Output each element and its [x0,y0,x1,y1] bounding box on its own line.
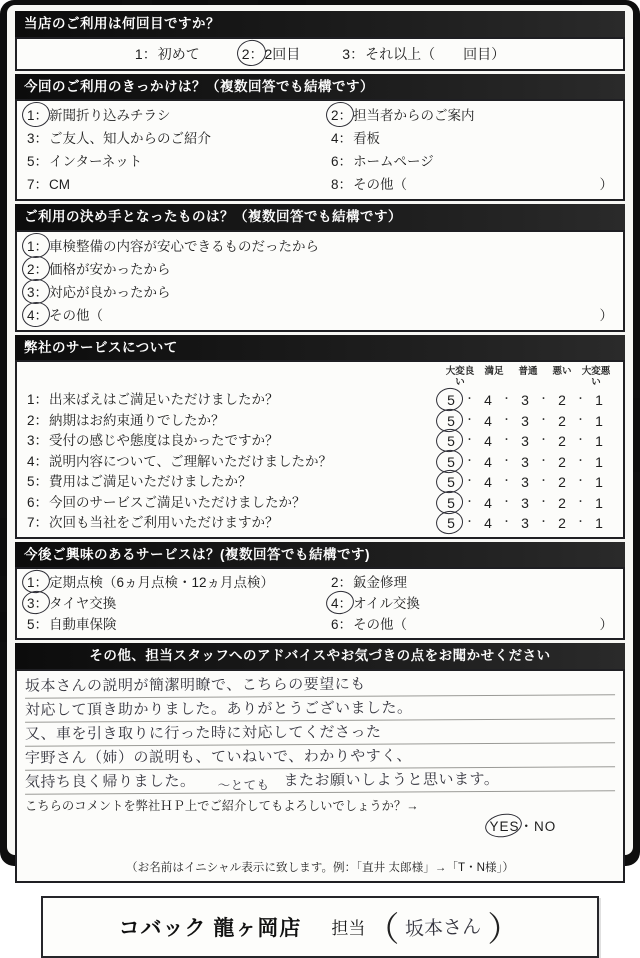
handwritten-comment-line: 宇野さん（姉）の説明も、ていねいで、わかりやすく、 [25,743,615,771]
option-label: タイヤ交換 [49,596,117,612]
option-label: 初めて [157,45,200,62]
option-number circle-mark: 4： [27,304,48,327]
dot-separator: ・ [501,435,512,447]
col-header-normal: 普通 [518,366,538,378]
service-question-row [27,411,613,432]
rating-1: 1 [595,453,603,470]
comment-text: またお願いしようと思います。 [283,769,500,789]
comments-header: その他、担当スタッフへのアドバイスやお気づきの点をお聞かせください [15,643,625,669]
option-internet [27,150,323,173]
section-service-rating [15,335,625,539]
store-name: コバック 龍ヶ岡店 [118,916,302,940]
service-rating-table [15,360,625,538]
rating-scale [441,493,613,514]
option-good-response [27,281,613,304]
initials-note: （お名前はイニシャル表示に致します。例：「直井 太郎様」→「T・N様」） [125,860,515,874]
option-label: 看板 [353,131,381,147]
option-oil-change [331,593,613,614]
dot-separator: ・ [464,517,475,529]
dot-separator: ・ [464,455,475,467]
no-choice: NO [534,818,557,834]
option-number: 1： [134,45,157,62]
handwritten-comment-line [25,767,615,795]
visit-count-header: 当店のご利用は何回目ですか？ [15,11,625,37]
rating-1: 1 [595,412,603,429]
dot-separator: ・ [501,394,512,406]
option-label: その他（ [353,617,408,633]
handwritten-comment-line: 坂本さんの説明が簡潔明瞭で、こちらの要望にも [25,671,615,699]
survey-paper [7,5,633,951]
rating-scale [441,390,613,411]
paren-close: ） [599,177,613,193]
option-label: 鈑金修理 [353,575,408,591]
option-number circle-mark: 3： [27,593,48,614]
col-header-bad: 悪い [552,366,572,378]
option-label: 対応が良かったから [49,284,171,300]
rating-2: 2 [558,433,566,450]
question-label: 受付の感じや態度は良かったですか？ [49,433,279,449]
option-label: ご友人、知人からのご紹介 [49,131,212,147]
option-number circle-mark: 4： [331,593,352,614]
option-number: 4： [331,131,353,147]
option-label: 自動車保険 [49,617,117,633]
rating-1: 1 [595,494,603,511]
option-label: 担当者からのご案内 [353,108,475,124]
dot-separator: ・ [538,394,549,406]
section-trigger [15,74,625,202]
option-other [331,614,613,635]
deciding-factor-header: ご利用の決め手となったものは？（複数回答でも結構です） [15,204,625,230]
rating-5 circle-mark: 5 [441,390,461,411]
rating-5 circle-mark: 5 [441,493,461,514]
paren-close: ） [599,307,613,323]
section-comments [15,643,625,883]
question-number: 7： [27,515,49,531]
hp-permission-line [25,795,615,858]
trigger-header: 今回のご利用のきっかけは？（複数回答でも結構です） [15,74,625,100]
option-label: その他（ [353,177,408,193]
option-more-times [342,42,505,66]
option-staff-guidance [331,104,613,127]
rating-scale [441,411,613,432]
question-number: 1： [27,392,49,408]
dot-separator: ・ [538,476,549,488]
option-number circle-mark: 2： [27,258,48,281]
dot-separator: ・ [519,818,535,834]
option-label: オイル交換 [353,596,420,612]
question-number: 4： [27,453,49,469]
rating-1: 1 [595,433,603,450]
scan-artifact [632,398,640,472]
option-number circle-mark: 2： [331,104,352,127]
section-deciding-factor [15,204,625,332]
dot-separator: ・ [538,517,549,529]
rating-2: 2 [558,392,566,409]
col-header-satisfied: 満足 [484,366,504,378]
service-question-row [27,493,613,514]
option-other [331,173,613,196]
future-services-options [15,567,625,640]
paren-open: （ [365,910,400,951]
option-signboard [331,127,613,150]
visit-count-options [15,37,625,71]
option-number circle-mark: 1： [27,104,48,127]
option-label: 車検整備の内容が安心できるものだったから [49,238,320,254]
rating-column-headers [27,367,613,389]
rating-scale [441,452,613,473]
rating-5 circle-mark: 5 [441,472,461,493]
staff-label: 担当 [331,919,366,939]
dot-separator: ・ [538,414,549,426]
rating-scale [441,513,613,534]
dot-separator: ・ [575,455,586,467]
yes-choice circle-mark: YES [490,816,520,837]
col-header-very-bad: 大変悪い [581,366,611,389]
rating-5 circle-mark: 5 [441,431,461,452]
rating-4: 4 [484,392,492,409]
rating-1: 1 [595,515,603,532]
service-question-row [27,431,613,452]
dot-separator: ・ [501,476,512,488]
option-referral [27,127,323,150]
rating-3: 3 [521,515,529,532]
option-cm [27,173,323,196]
comments-box [15,669,625,883]
dot-separator: ・ [538,496,549,508]
option-periodic-inspection [27,572,323,593]
option-second-time [242,42,301,66]
question-number: 3： [27,433,49,449]
dot-separator: ・ [575,394,586,406]
deciding-factor-options [15,230,625,332]
rating-4: 4 [484,494,492,511]
section-visit-count [15,11,625,71]
option-tire-change [27,593,323,614]
dot-separator: ・ [575,476,586,488]
option-label: 2回目 [264,45,301,62]
inserted-note: 〜とても [217,777,270,793]
rating-4: 4 [484,453,492,470]
dot-separator: ・ [501,496,512,508]
dot-separator: ・ [538,435,549,447]
dot-separator: ・ [464,394,475,406]
option-label: CM [49,177,71,193]
option-label: ホームページ [353,154,434,170]
question-label: 出来ばえはご満足いただけましたか？ [49,392,279,408]
option-sheet-metal-repair [331,572,613,593]
question-number: 2： [27,412,49,428]
future-services-header: 今後ご興味のあるサービスは？(複数回答でも結構です) [15,542,625,568]
handwritten-comment-line: 又、車を引き取りに行った時に対応してくださった [25,719,615,747]
rating-scale [441,472,613,493]
option-label: 定期点検（6ヵ月点検・12ヵ月点検） [49,575,275,591]
option-number circle-mark: 3： [27,281,48,304]
option-label: それ以上（ 回目） [365,45,506,62]
rating-5 circle-mark: 5 [441,513,461,534]
rating-1: 1 [595,392,603,409]
staff-field [331,902,521,951]
service-question-row [27,472,613,493]
dot-separator: ・ [464,435,475,447]
option-label: 価格が安かったから [49,261,171,277]
dot-separator: ・ [538,455,549,467]
dot-separator: ・ [464,476,475,488]
rating-2: 2 [558,515,566,532]
rating-2: 2 [558,494,566,511]
dot-separator: ・ [575,517,586,529]
col-header-very-good: 大変良い [445,366,475,389]
option-label: 新聞折り込みチラシ [49,108,171,124]
rating-2: 2 [558,474,566,491]
option-label: インターネット [49,154,143,170]
rating-3: 3 [521,412,529,429]
question-label: 次回も当社をご利用いただけますか？ [49,515,279,531]
rating-3: 3 [521,453,529,470]
service-rating-header: 弊社のサービスについて [15,335,625,361]
paren-close: ） [599,617,613,633]
question-number: 6： [27,494,49,510]
service-question-row [27,513,613,534]
dot-separator: ・ [575,496,586,508]
option-other [27,304,613,327]
handwritten-comment-line: 対応して頂き助かりました。ありがとうございました。 [25,695,615,723]
option-number: 6： [331,154,353,170]
option-first-time [135,42,200,66]
staff-name-handwritten: 坂本さん [405,915,482,941]
dot-separator: ・ [464,496,475,508]
option-number circle-mark: 1： [27,572,48,593]
rating-3: 3 [521,494,529,511]
dot-separator: ・ [575,414,586,426]
option-number: 8： [331,177,353,193]
option-homepage [331,150,613,173]
rating-2: 2 [558,453,566,470]
trigger-options [15,99,625,201]
paren-close: ） [487,910,522,951]
option-number: 2： [331,575,353,591]
question-number: 5： [27,474,49,490]
dot-separator: ・ [575,435,586,447]
option-car-insurance [27,614,323,635]
dot-separator: ・ [501,517,512,529]
option-number: 7： [27,177,49,193]
dot-separator: ・ [464,414,475,426]
rating-4: 4 [484,515,492,532]
rating-3: 3 [521,392,529,409]
option-number circle-mark: 2： [242,42,264,66]
rating-3: 3 [521,474,529,491]
store-footer [41,896,599,958]
option-flyer [27,104,323,127]
rating-4: 4 [484,412,492,429]
option-number: 3： [27,131,49,147]
option-inspection-trust [27,235,613,258]
question-label: 説明内容について、ご理解いただけましたか？ [49,453,332,469]
rating-scale [441,431,613,452]
question-label: 費用はご満足いただけましたか？ [49,474,252,490]
option-number: 6： [331,617,353,633]
service-question-row [27,452,613,473]
dot-separator: ・ [501,414,512,426]
rating-1: 1 [595,474,603,491]
hp-question-text: こちらのコメントを弊社ＨＰ上でご紹介してもよろしいでしょうか？→ [25,798,419,813]
option-number: 5： [27,154,49,170]
question-label: 今回のサービスご満足いただけましたか？ [49,494,306,510]
option-number: 5： [27,617,49,633]
service-question-row [27,390,613,411]
rating-4: 4 [484,433,492,450]
option-number circle-mark: 1： [27,235,48,258]
rating-3: 3 [521,433,529,450]
option-label: その他（ [49,307,104,323]
comment-text: 気持ち良く帰りました。 [24,771,196,791]
option-low-price [27,258,613,281]
dot-separator: ・ [501,455,512,467]
rating-5 circle-mark: 5 [441,411,461,432]
section-future-services [15,542,625,641]
option-number: 3： [342,45,365,62]
rating-4: 4 [484,474,492,491]
rating-5 circle-mark: 5 [441,452,461,473]
rating-2: 2 [558,412,566,429]
question-label: 納期はお約束通りでしたか？ [49,412,225,428]
